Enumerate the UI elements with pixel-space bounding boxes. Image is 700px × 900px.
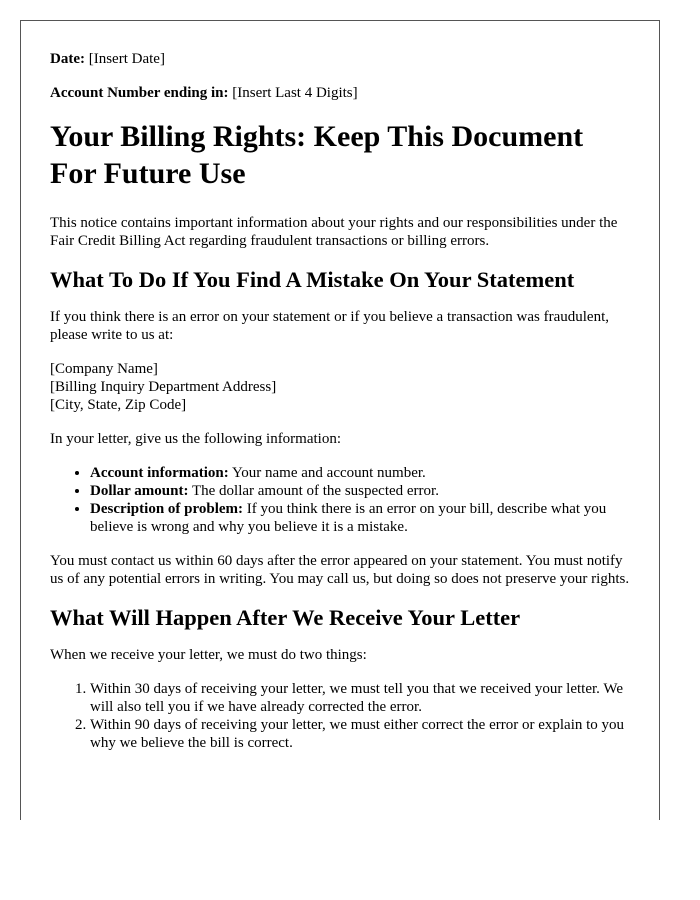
account-value: [Insert Last 4 Digits] (232, 85, 358, 101)
document-content (21, 21, 659, 752)
date-value: [Insert Date] (88, 51, 165, 67)
item-text: If you think there is an error on your bill, describe what you believe is wrong and why you believe it is a mistake. (90, 501, 607, 535)
account-label: Account Number ending in: (50, 85, 229, 101)
item-label: Account information: (90, 465, 229, 481)
item-text: The dollar amount of the suspected error. (188, 483, 439, 499)
item-label: Description of problem: (90, 501, 244, 517)
date-label: Date: (50, 51, 85, 67)
steps-list (50, 680, 630, 752)
write-to-us-paragraph: If you think there is an error on your statement or if you believe a transaction was fraudulent, please write to us at: (50, 309, 609, 343)
mailing-address (50, 360, 630, 414)
address-line: [Company Name] (50, 361, 158, 377)
document-page (20, 20, 660, 820)
section-after-letter-heading: What Will Happen After We Receive Your Letter (50, 605, 521, 630)
two-things-paragraph: When we receive your letter, we must do two things: (50, 647, 367, 663)
page-title: Your Billing Rights: Keep This Document For Future Use (50, 120, 584, 190)
deadline-paragraph: You must contact us within 60 days after the error appeared on your statement. You must notify us of any potential errors in writing. You may call us, but doing so does not preserve your rights. (50, 553, 630, 587)
date-line (50, 50, 630, 68)
list-item (90, 500, 630, 536)
list-item: 1. Within 30 days of receiving your letter, we must tell you that we received your letter. We will also tell you if we have already corrected the error. (90, 680, 630, 716)
required-info-list (50, 464, 630, 536)
section-mistake-heading: What To Do If You Find A Mistake On Your Statement (50, 267, 575, 292)
letter-info-paragraph: In your letter, give us the following information: (50, 431, 342, 447)
item-label: Dollar amount: (90, 483, 189, 499)
list-item (90, 482, 630, 500)
list-item: 2. Within 90 days of receiving your letter, we must either correct the error or explain to you why we believe the bill is correct. (90, 716, 630, 752)
address-line: [City, State, Zip Code] (50, 397, 187, 413)
list-item (90, 464, 630, 482)
address-line: [Billing Inquiry Department Address] (50, 379, 277, 395)
account-line (50, 84, 630, 102)
item-text: Your name and account number. (228, 465, 426, 481)
intro-paragraph: This notice contains important information about your rights and our responsibilities under the Fair Credit Billing Act regarding fraudulent transactions or billing errors. (50, 215, 618, 249)
